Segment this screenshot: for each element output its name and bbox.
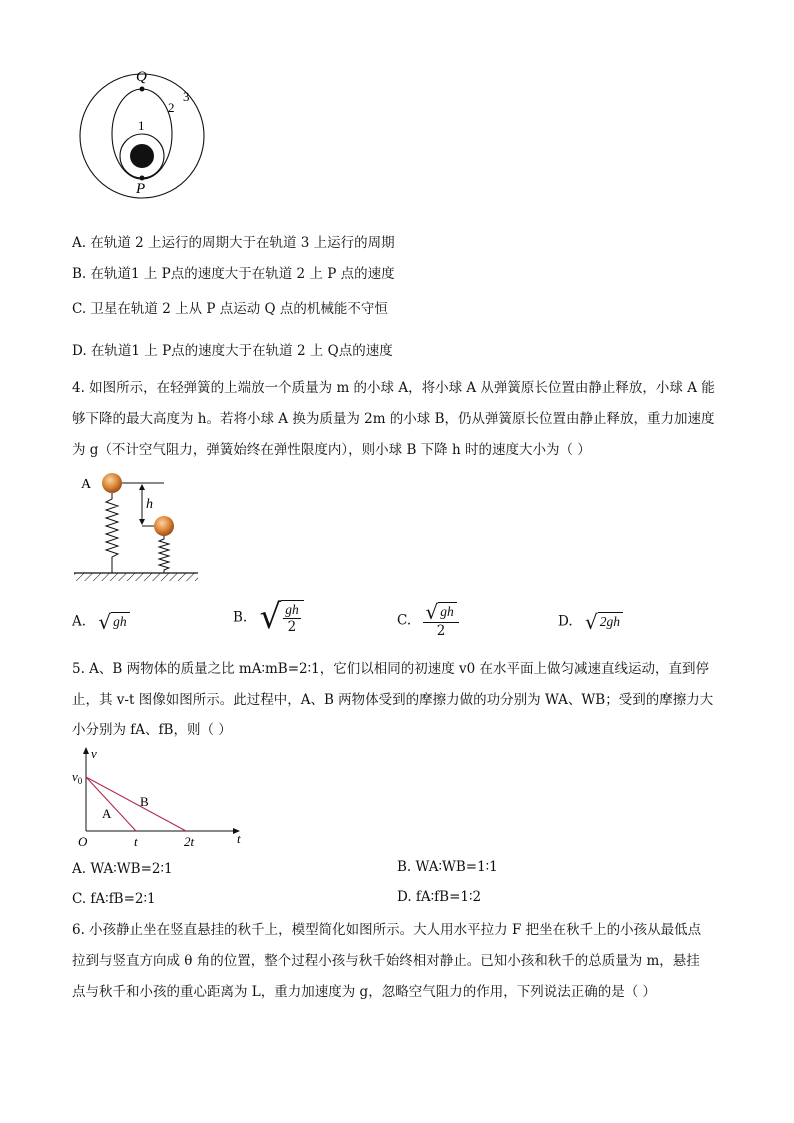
label-q: Q [136, 69, 147, 85]
tick-label-v0: $v_0$ [72, 769, 83, 786]
label-p: P [136, 181, 146, 197]
q4-stem-line-1: 4. 如图所示，在轻弹簧的上端放一个质量为 m 的小球 A，将小球 A 从弹簧原长位置由静止释放，小球 A 能 [72, 380, 715, 396]
q4-option-c-num: gh [438, 602, 457, 622]
q5-stem-line-1: 5. A、B 两物体的质量之比 mA∶mB=2∶1，它们以相同的初速度 v0 在水平面上做匀减速直线运动，直到停 [72, 661, 710, 677]
h-arrow-head-down [139, 519, 145, 525]
q4-option-a-radicand: gh [111, 612, 130, 632]
q4-option-a: A. √ gh [72, 612, 130, 632]
q4-stem-line-3: 为 g（不计空气阻力，弹簧始终在弹性限度内），则小球 B 下降 h 时的速度大小为（ ） [72, 442, 591, 458]
origin-label: O [78, 834, 88, 849]
q5-stem-line-2: 止，其 v-t 图像如图所示。此过程中，A、B 两物体受到的摩擦力做的功分别为 WA、WB；受到的摩擦力大 [72, 692, 714, 708]
q4-stem-line-2: 够下降的最大高度为 h。若将小球 A 换为质量为 2m 的小球 B，仍从弹簧原长位置由静止释放，重力加速度 [72, 411, 715, 427]
axis-label-t: t [237, 831, 241, 846]
h-arrow-head-up [139, 484, 145, 490]
series-label-a: A [102, 806, 112, 821]
q5-option-c: C. fA∶fB=2∶1 [72, 891, 156, 907]
label-orbit-1: 1 [138, 118, 145, 133]
long-spring [106, 493, 118, 573]
v-axis-arrow [83, 747, 89, 754]
axis-label-v: v [91, 746, 97, 761]
q5-option-a-text: A. WA∶WB=2∶1 [72, 861, 173, 877]
label-h: h [146, 497, 153, 512]
tick-label-t: t [134, 834, 138, 849]
q5-option-d: D. fA∶fB=1∶2 [397, 889, 482, 905]
q3-option-a: A. 在轨道 2 上运行的周期大于在轨道 3 上运行的周期 [72, 235, 395, 251]
q4-option-d: D. √ 2gh [558, 612, 623, 632]
ball-b [154, 516, 174, 536]
q4-option-c-den: 2 [436, 623, 446, 639]
vt-chart [70, 745, 250, 850]
q4-option-b: B. √ $\frac{gh}{2}$ [233, 600, 304, 635]
series-label-b: B [140, 794, 149, 809]
spring-figure [72, 466, 202, 590]
q3-option-d: D. 在轨道1 上 P点的速度大于在轨道 2 上 Q点的速度 [72, 343, 393, 359]
series-line-a [86, 777, 136, 831]
point-q-dot [140, 87, 145, 92]
q6-stem-line-1: 6. 小孩静止坐在竖直悬挂的秋千上，模型简化如图所示。大人用水平拉力 F 把坐在秋千上的小孩从最低点 [72, 922, 702, 938]
q3-option-b: B. 在轨道1 上 P点的速度大于在轨道 2 上 P 点的速度 [72, 266, 395, 282]
q4-option-d-radicand: 2gh [598, 612, 623, 632]
ball-a [102, 473, 122, 493]
q4-option-b-den: 2 [287, 619, 297, 635]
planet [130, 144, 154, 168]
label-orbit-3: 3 [183, 89, 190, 104]
label-ball-a: A [81, 477, 92, 492]
q3-option-c: C. 卫星在轨道 2 上从 P 点运动 Q 点的机械能不守恒 [72, 301, 388, 317]
q6-stem-line-3: 点与秋千和小孩的重心距离为 L，重力加速度为 g，忽略空气阻力的作用，下列说法正确的是（ ） [72, 984, 656, 1000]
orbit-figure [72, 64, 222, 199]
tick-label-2t: 2t [184, 834, 195, 849]
short-spring [159, 536, 169, 573]
q4-option-c: C. √ gh 2 [397, 602, 459, 639]
q4-option-b-num: gh [285, 602, 299, 617]
q5-stem-line-3: 小分别为 fA、fB，则（ ） [72, 722, 232, 738]
ground-hatch [74, 573, 198, 581]
point-p-dot [140, 176, 145, 181]
q6-stem-line-2: 拉到与竖直方向成 θ 角的位置，整个过程小孩与秋千始终相对静止。已知小孩和秋千的总质量为 m，悬挂 [72, 953, 700, 969]
label-orbit-2: 2 [168, 100, 175, 115]
q5-option-b: B. WA∶WB=1∶1 [397, 859, 498, 875]
series-line-b [86, 777, 186, 831]
